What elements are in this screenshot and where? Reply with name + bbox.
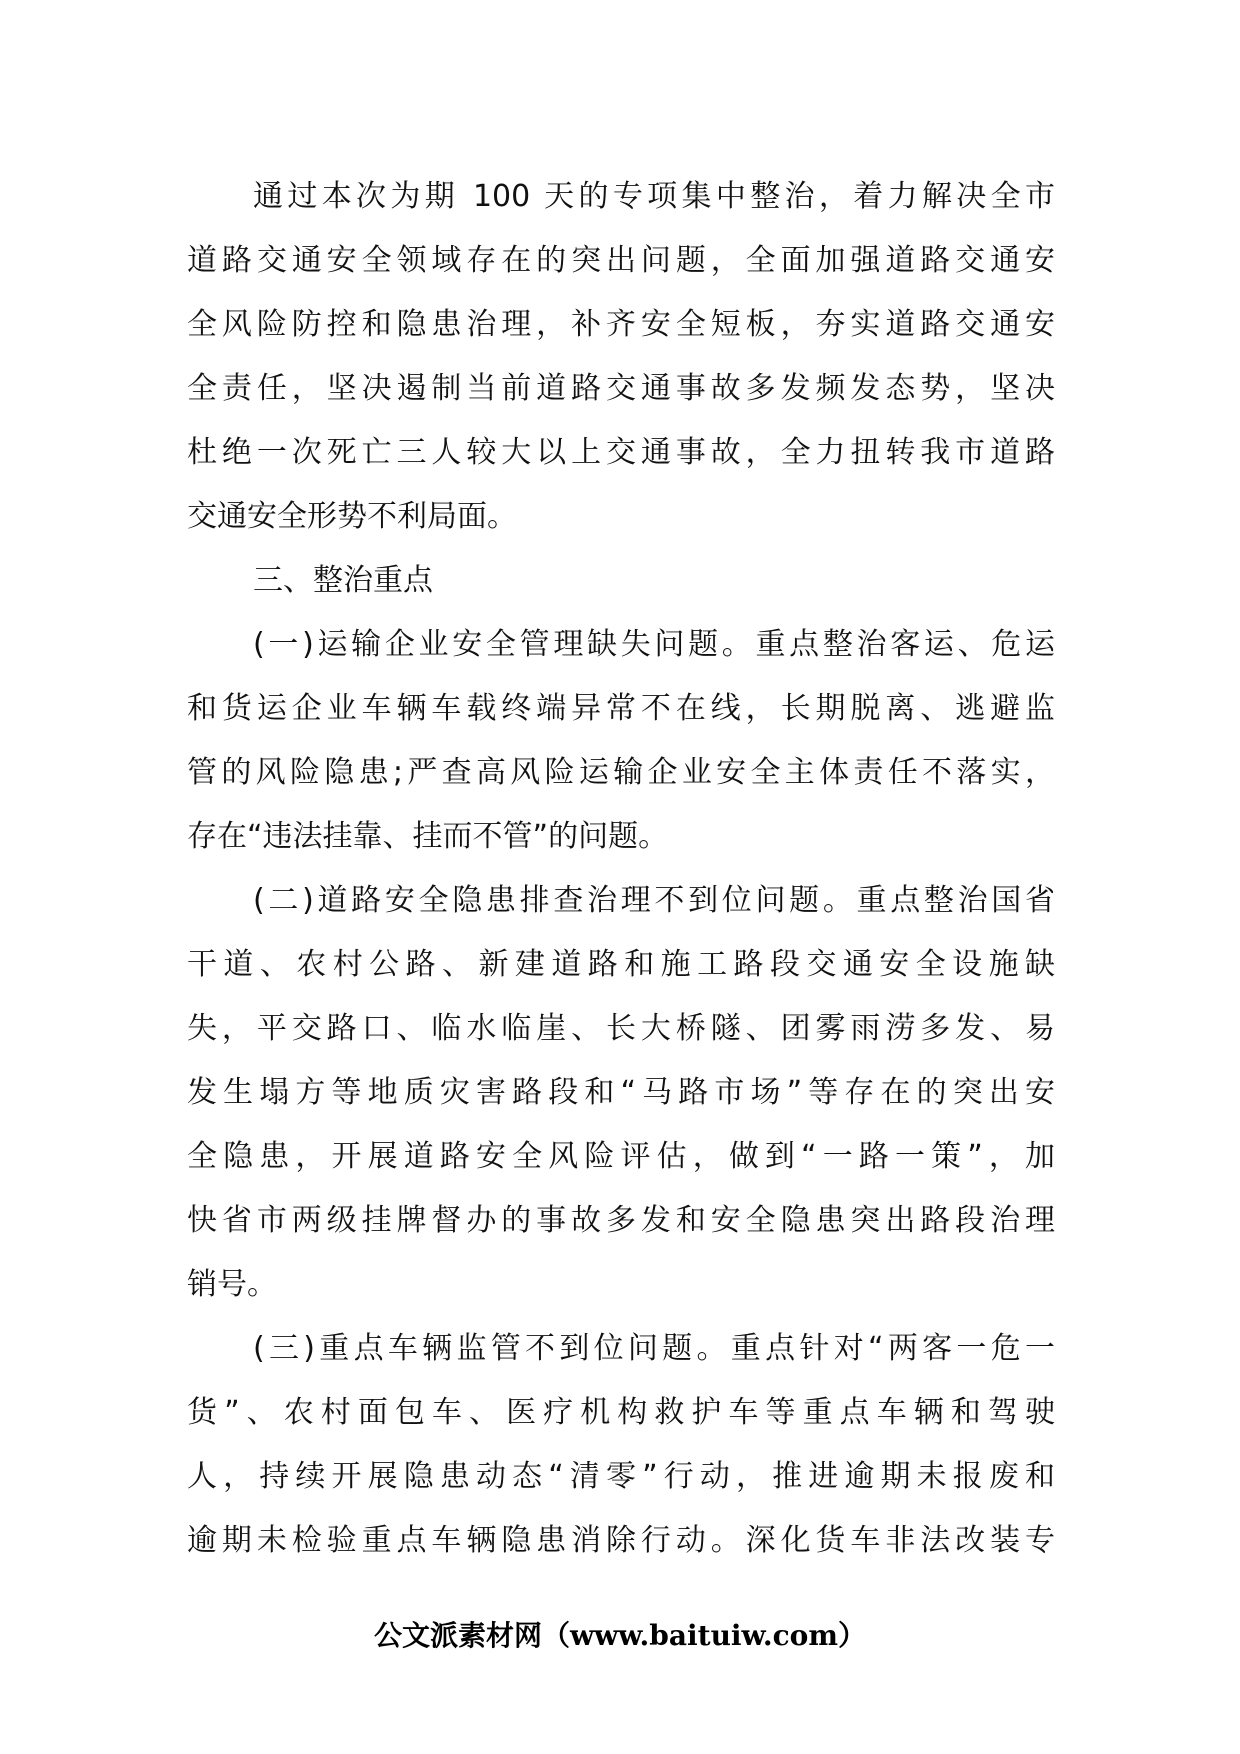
- text-line: 道路交通安全领域存在的突出问题，全面加强道路交通安: [187, 243, 1055, 278]
- text-line: (三)重点车辆监管不到位问题。重点针对“两客一危一: [253, 1331, 1055, 1366]
- text-line: 销号。: [187, 1267, 277, 1302]
- text-line: 杜绝一次死亡三人较大以上交通事故，全力扭转我市道路: [187, 435, 1055, 470]
- text-line: 人，持续开展隐患动态“清零”行动，推进逾期未报废和: [187, 1459, 1055, 1494]
- text-line: (二)道路安全隐患排查治理不到位问题。重点整治国省: [253, 883, 1055, 918]
- text-line: 全风险防控和隐患治理，补齐安全短板，夯实道路交通安: [187, 307, 1055, 342]
- text-line: 快省市两级挂牌督办的事故多发和安全隐患突出路段治理: [187, 1203, 1055, 1238]
- text-line: 失，平交路口、临水临崖、长大桥隧、团雾雨涝多发、易: [187, 1011, 1055, 1046]
- text-line: 三、整治重点: [253, 563, 433, 598]
- text-line: 交通安全形势不利局面。: [187, 499, 517, 534]
- text-line: 货”、农村面包车、医疗机构救护车等重点车辆和驾驶: [187, 1395, 1055, 1430]
- document-body: [187, 165, 1055, 1573]
- text-line: 和货运企业车辆车载终端异常不在线，长期脱离、逃避监: [187, 691, 1055, 726]
- text-line: (一)运输企业安全管理缺失问题。重点整治客运、危运: [253, 627, 1055, 662]
- text-line: 发生塌方等地质灾害路段和“马路市场”等存在的突出安: [187, 1075, 1055, 1110]
- text-line: 逾期未检验重点车辆隐患消除行动。深化货车非法改装专: [187, 1523, 1055, 1558]
- footer-watermark: 公文派素材网（www.baituiw.com）: [374, 1619, 866, 1652]
- text-line: 存在“违法挂靠、挂而不管”的问题。: [187, 819, 669, 854]
- text-line: 干道、农村公路、新建道路和施工路段交通安全设施缺: [187, 947, 1055, 982]
- text-line: 管的风险隐患;严查高风险运输企业安全主体责任不落实，: [187, 755, 1055, 790]
- text-line: 全责任，坚决遏制当前道路交通事故多发频发态势，坚决: [187, 371, 1055, 406]
- text-line: 通过本次为期 100 天的专项集中整治，着力解决全市: [253, 179, 1055, 214]
- text-line: 全隐患，开展道路安全风险评估，做到“一路一策”，加: [187, 1139, 1055, 1174]
